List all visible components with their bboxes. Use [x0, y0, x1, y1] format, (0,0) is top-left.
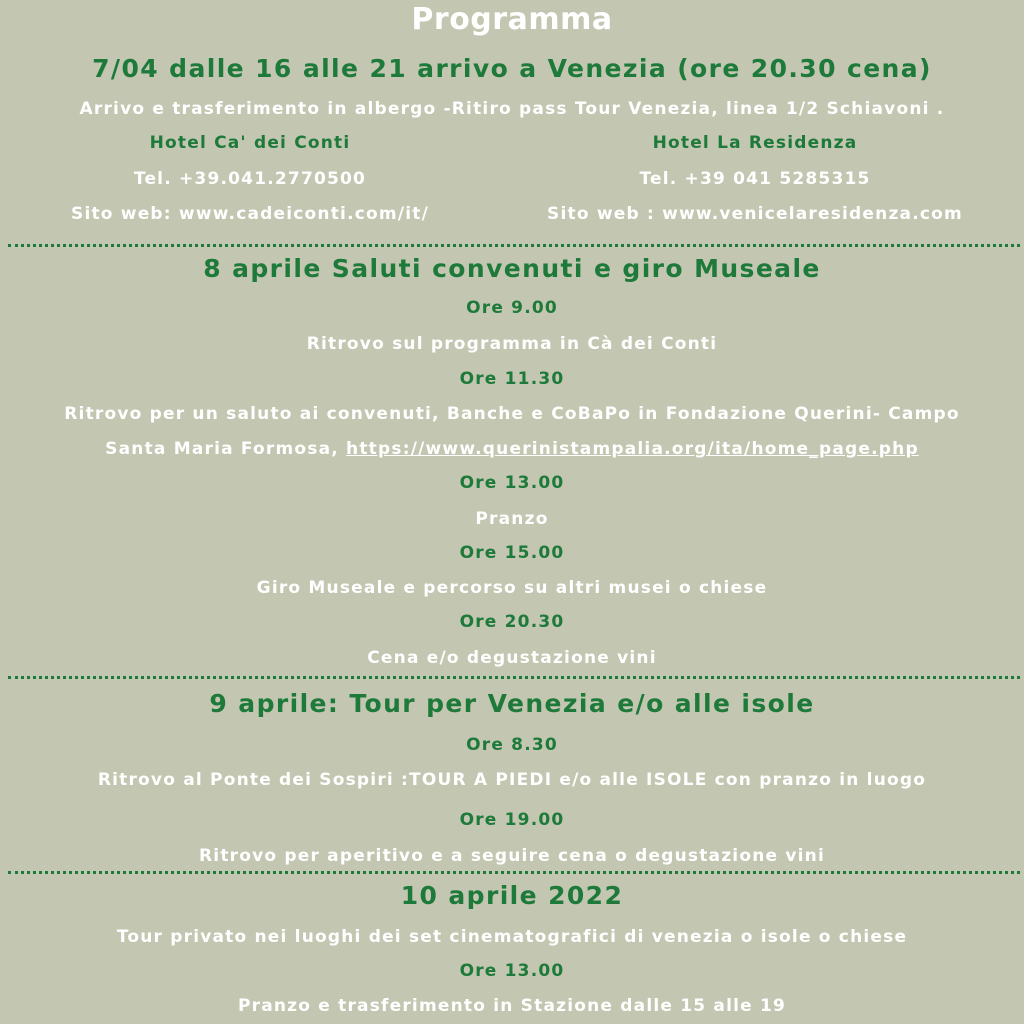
- hotel2-name: Hotel La Residenza: [652, 133, 858, 153]
- day2-text-5: Cena e/o degustazione vini: [367, 648, 657, 668]
- day2-time-4: Ore 15.00: [459, 543, 565, 563]
- day2-time-5: Ore 20.30: [459, 612, 565, 632]
- day3-time-2: Ore 19.00: [459, 810, 565, 830]
- section-divider: [8, 871, 1020, 874]
- hotel1-phone: Tel. +39.041.2770500: [133, 169, 367, 189]
- hotel2-website: Sito web : www.venicelaresidenza.com: [547, 204, 963, 224]
- day2-text-2b: [0, 439, 1024, 459]
- day3-text-2: Ritrovo per aperitivo e a seguire cena o degustazione vini: [199, 846, 825, 866]
- hotel1-name: Hotel Ca' dei Conti: [149, 133, 351, 153]
- day2-text-1: Ritrovo sul programma in Cà dei Conti: [306, 334, 718, 354]
- day2-text-4: Giro Museale e percorso su altri musei o chiese: [256, 578, 768, 598]
- day1-intro: Arrivo e trasferimento in albergo -Ritiro pass Tour Venezia, linea 1/2 Schiavoni .: [79, 99, 945, 119]
- day2-text-2a: Ritrovo per un saluto ai convenuti, Banche e CoBaPo in Fondazione Querini- Campo: [64, 404, 960, 424]
- day4-heading: 10 aprile 2022: [400, 881, 624, 910]
- day3-heading: 9 aprile: Tour per Venezia e/o alle isole: [209, 689, 815, 718]
- day2-heading: 8 aprile Saluti convenuti e giro Museale: [203, 254, 821, 283]
- section-divider: [8, 244, 1020, 247]
- page-title: Programma: [411, 2, 613, 37]
- day2-time-2: Ore 11.30: [459, 369, 565, 389]
- day3-time-1: Ore 8.30: [466, 735, 558, 755]
- day4-text-2: Pranzo e trasferimento in Stazione dalle 15 alle 19: [237, 996, 787, 1016]
- section-divider: [8, 676, 1020, 679]
- day2-text-3: Pranzo: [475, 509, 549, 529]
- day4-text-1: Tour privato nei luoghi dei set cinematografici di venezia o isole o chiese: [116, 927, 908, 947]
- day2-time-3: Ore 13.00: [459, 473, 565, 493]
- hotel2-phone: Tel. +39 041 5285315: [639, 169, 871, 189]
- day1-heading: 7/04 dalle 16 alle 21 arrivo a Venezia (ore 20.30 cena): [92, 54, 932, 83]
- day3-text-1: Ritrovo al Ponte dei Sospiri :TOUR A PIEDI e/o alle ISOLE con pranzo in luogo: [97, 770, 927, 790]
- day2-location: Santa Maria Formosa,: [105, 439, 347, 459]
- day2-time-1: Ore 9.00: [466, 298, 558, 318]
- hotel1-website: Sito web: www.cadeiconti.com/it/: [71, 204, 429, 224]
- querini-link[interactable]: https://www.querinistampalia.org/ita/home_page.php: [346, 439, 919, 459]
- day4-time-1: Ore 13.00: [459, 961, 565, 981]
